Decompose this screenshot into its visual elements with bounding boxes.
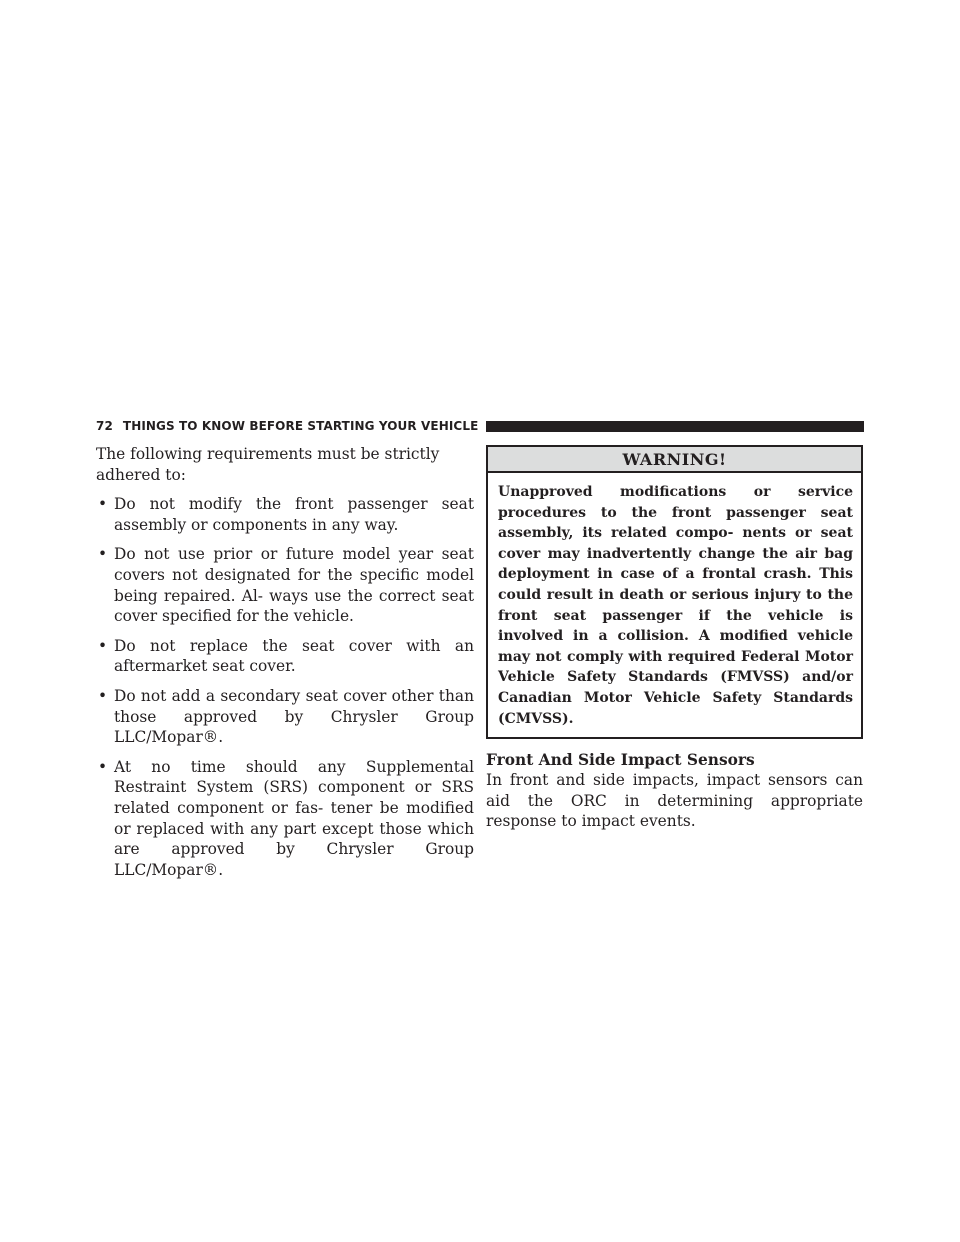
- list-item-text: Do not add a secondary seat cover other than those approved by Chrysler Group LLC/Mopar®.: [114, 686, 474, 747]
- section-title: THINGS TO KNOW BEFORE STARTING YOUR VEHICLE: [122, 419, 479, 433]
- list-item: [96, 494, 474, 535]
- warning-text: Unapproved modifications or service procedures to the front passenger seat assembly, its related compo- nents or seat cover may inadvertently change the air bag deployment in case of a frontal crash. This could result in death or serious injury to the front seat passenger if the vehicle is involved in a collision. A modified vehicle may not comply with required Federal Motor Vehicle Safety Standards (FMVSS) and/or Canadian Motor Vehicle Safety Standards (CMVSS).: [498, 484, 853, 727]
- section-body: In front and side impacts, impact sensors can aid the ORC in determining appropriate response to impact events.: [486, 771, 863, 831]
- bullet-icon: •: [98, 495, 108, 514]
- page-header: [96, 416, 864, 436]
- bullet-icon: •: [98, 636, 108, 655]
- list-item: [96, 544, 474, 626]
- warning-box: [486, 445, 863, 739]
- list-item-text: At no time should any Supplemental Restraint System (SRS) component or SRS related component or fas- tener be modified or replaced with any part except those which are approved by Chrysler Group LLC/Mopar®.: [114, 757, 474, 879]
- requirements-intro: The following requirements must be strictly adhered to:: [96, 445, 440, 484]
- list-item: [96, 686, 474, 748]
- requirements-column: [96, 444, 474, 889]
- list-item-text: Do not replace the seat cover with an aftermarket seat cover.: [114, 636, 474, 676]
- bullet-icon: •: [98, 757, 108, 776]
- page-number: 72: [96, 419, 113, 433]
- section-heading: Front And Side Impact Sensors: [486, 751, 755, 770]
- bullet-icon: •: [98, 686, 108, 705]
- bullet-icon: •: [98, 545, 108, 564]
- requirements-list: [96, 494, 474, 880]
- warning-title: WARNING!: [488, 447, 861, 473]
- list-item: [96, 757, 474, 881]
- list-item-text: Do not modify the front passenger seat assembly or components in any way.: [114, 495, 474, 534]
- header-rule: [486, 421, 864, 432]
- right-column: [486, 445, 863, 832]
- list-item: [96, 636, 474, 677]
- list-item-text: Do not use prior or future model year seat covers not designated for the specific model being repaired. Al- ways use the correct seat cover specified for the vehicle.: [114, 545, 474, 626]
